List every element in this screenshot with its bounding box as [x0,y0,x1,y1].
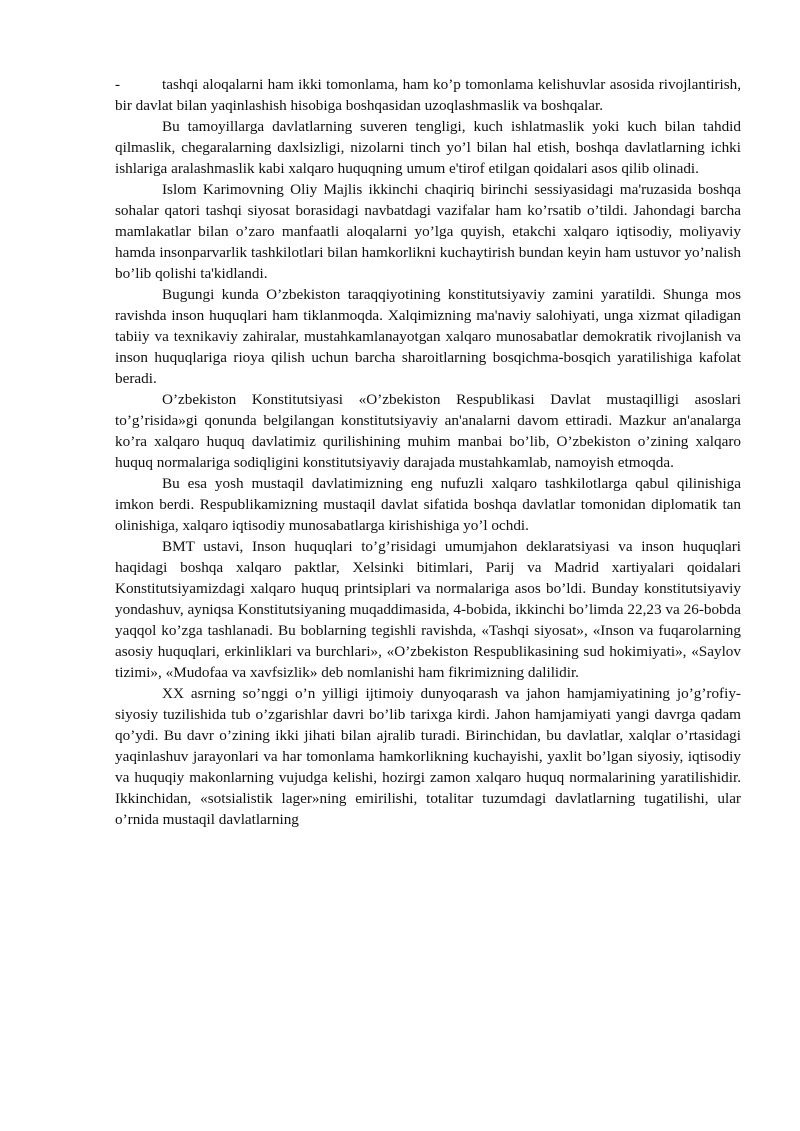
paragraph-7: XX asrning so’nggi o’n yilligi ijtimoiy dunyoqarash va jahon hamjamiyatining jo’g’rofiy-siyosiy tuzilishida tub o’zgarishlar davri bo’lib tarixga kirdi. Jahon hamjamiyati yangi davrga qadam qo’ydi. Bu davr o’zining ikki jihati bilan ajralib turadi. Birinchidan, bu davlatlar, xalqlar o’rtasidagi yaqinlashuv jarayonlari va har tomonlama hamkorlikning kuchayishi, yaxlit bo’lgan siyosiy, iqtisodiy va huquqiy makonlarning vujudga kelishi, hozirgi zamon xalqaro huquq normalarining yaratilishidir. Ikkinchidan, «sotsialistik lager»ning emirilishi, totalitar tuzumdagi davlatlarning tugatilishi, ular o’rnida mustaqil davlatlarning [115,685,741,828]
paragraph-4: O’zbekiston Konstitutsiyasi «O’zbekiston Respublikasi Davlat mustaqilligi asoslari to’g’risida»gi qonunda belgilangan konstitutsiyaviy an'analarni davom ettiradi. Mazkur an'analarga ko’ra xalqaro huquq davlatimiz qurilishining muhim manbai bo’lib, O’zbekiston o’zining xalqaro huquq normalariga sodiqligini konstitutsiyaviy darajada mustahkamlab, namoyish etmoqda. [115,391,741,471]
paragraph-2: Islom Karimovning Oliy Majlis ikkinchi chaqiriq birinchi sessiyasidagi ma'ruzasida boshqa sohalar qatori tashqi siyosat borasidagi navbatdagi vazifalar ham ko’rsatib o’tildi. Jahondagi barcha mamlakatlar bilan o’zaro manfaatli aloqalarni yo’lga quyish, etakchi xalqaro iqtisodiy, moliyaviy hamda insonparvarlik tashkilotlari bilan hamkorlikni kuchaytirish bundan keyin ham ustuvor yo’nalish bo’lib qolishi ta'kidlandi. [115,181,741,282]
bullet-paragraph [115,74,741,116]
bullet-text: tashqi aloqalarni ham ikki tomonlama, ham ko’p tomonlama kelishuvlar asosida rivojlantirish, bir davlat bilan yaqinlashish hisobiga boshqasidan uzoqlashmaslik va boshqalar. [115,76,741,114]
paragraph-6: BMT ustavi, Inson huquqlari to’g’risidagi umumjahon deklaratsiyasi va inson huquqlari haqidagi boshqa xalqaro paktlar, Xelsinki bitimlari, Parij va Madrid xartiyalari qoidalari Konstitutsiyamizdagi xalqaro huquq printsiplari va normalariga asos bo’ldi. Bunday konstitutsiyaviy yondashuv, ayniqsa Konstitutsiyaning muqaddimasida, 4-bobida, ikkinchi bo’limda 22,23 va 26-bobda yaqqol ko’zga tashlanadi. Bu boblarning tegishli ravishda, «Tashqi siyosat», «Inson va fuqarolarning asosiy huquqlari, erkinliklari va burchlari», «O’zbekiston Respublikasining sud hokimiyati», «Saylov tizimi», «Mudofaa va xavfsizlik» deb nomlanishi ham fikrimizning dalilidir. [115,538,741,681]
paragraph-5: Bu esa yosh mustaqil davlatimizning eng nufuzli xalqaro tashkilotlarga qabul qilinishiga imkon berdi. Respublikamizning mustaqil davlat sifatida boshqa davlatlar tomonidan diplomatik tan olinishiga, xalqaro iqtisodiy munosabatlarga kirishishiga yo’l ochdi. [115,475,741,534]
bullet-marker: - [115,76,121,93]
document-page [115,74,741,830]
paragraph-3: Bugungi kunda O’zbekiston taraqqiyotining konstitutsiyaviy zamini yaratildi. Shunga mos ravishda inson huquqlari ham tiklanmoqda. Xalqimizning ma'naviy salohiyati, unga xizmat qiladigan tabiiy va texnikaviy zahiralar, mustahkamlanayotgan xalqaro munosabatlar demokratik rivojlanish va inson huquqlariga rioya qilish uchun barcha sharoitlarning bosqichma-bosqich yaratilishiga kafolat beradi. [115,286,741,387]
paragraph-1: Bu tamoyillarga davlatlarning suveren tengligi, kuch ishlatmaslik yoki kuch bilan tahdid qilmaslik, chegaralarning daxlsizligi, nizolarni tinch yo’l bilan hal etish, boshqa davlatlarning ichki ishlariga aralashmaslik kabi xalqaro huquqning umum e'tirof etilgan qoidalari asos qilib olinadi. [115,118,741,177]
